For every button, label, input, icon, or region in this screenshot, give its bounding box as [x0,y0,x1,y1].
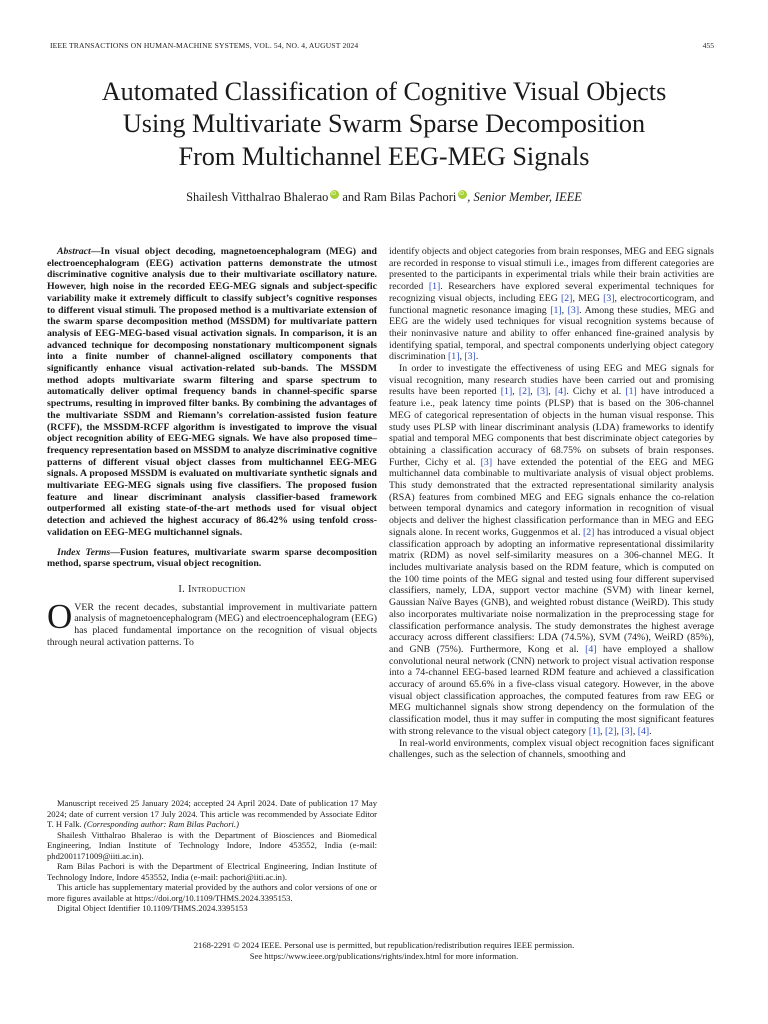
citation-link[interactable]: [4] [585,643,597,655]
citation-link[interactable]: [1] [448,351,460,363]
intro-paragraph [47,596,377,649]
body-text: . [475,351,479,363]
body-text: , [600,725,606,737]
copyright-notice [0,940,768,962]
citation-link[interactable]: [3] [603,292,615,304]
intro-text: VER the recent decades, substantial improvement in multivariate pattern analysis of magnetoencephalogram (MEG) and electroencephalogram (EEG) has placed fundamental importance on the recognition of visual objects through neural activation patterns. To [47,601,377,648]
page-number: 455 [702,41,714,50]
body-text: . Researchers have explored several experimental techniques for recognizing visual objects, including EEG [389,281,714,304]
footnote-affiliation: Shailesh Vitthalrao Bhalerao is with the Department of Biosciences and Biomedical Engineering, Indian Institute of Technology Indore, Indore 453552, India (e-mail: phd2001171009@iiti.ac.in). [47,829,377,861]
footnote-affiliation: Ram Bilas Pachori is with the Department of Electrical Engineering, Indian Institute of Technology Indore, Indore 453552, India (e-mail: pachori@iiti.ac.in). [47,861,377,882]
citation-link[interactable]: [1] [428,281,441,293]
corresponding-author: (Corresponding author: Ram Bilas Pachori.) [83,819,239,829]
author-title: , Senior Member, IEEE [467,190,582,204]
copyright-line: 2168-2291 © 2024 IEEE. Personal use is permitted, but republication/redistribution requires IEEE permission. [193,940,575,950]
body-text: have introduced a feature i.e., peak latency time points (PLSP) that is based on the 306-channel MEG of categorical representation of objects in the human visual response. This study uses PLSP with linear discriminant analysis (LDA) frameworks to identify spatial and temporal MEG components that best discriminate object categories by obtaining a classification accuracy of 68.75% on subsets of brain responses. Further, Cichy et al. [389,386,714,468]
citation-link[interactable]: [3] [621,725,633,737]
body-paragraph [389,363,714,738]
body-text: , [530,386,537,398]
body-text: have employed a shallow convolutional neural network (CNN) network to project visual activation response into a 74-channel EEG-based learned RDM feature and achieved a classification accuracy of around 65.6% in a five-class visual category. However, in the above visual object classification approaches, the computed features from raw EEG or MEG multichannel signals show strong dependency on the formulation of the classification model, thus it may suffer in computing the most significant features with strong relevance to the visual object category [389,643,715,737]
body-text: , [512,386,519,398]
citation-link[interactable]: [1] [625,386,637,398]
body-paragraph: In real-world environments, complex visual object recognition faces significant challenges, such as the selection of channels, smoothing and [389,737,714,761]
author-name: Shailesh Vitthalrao Bhalerao [186,190,329,204]
author-name: Ram Bilas Pachori [363,190,457,204]
abstract [47,246,377,539]
body-text: . Among these studies, MEG and EEG are the widely used techniques for visual recognition systems because of their noninvasive nature and ability to offer enhanced fine-grained analysis by identifying spatial, temporal, and spectral components underlying object category discrimination [389,304,714,363]
body-text: In order to investigate the effectiveness of using EEG and MEG signals for visual recognition, many research studies have been carried out and promising results have been reported [389,363,714,398]
author-list [0,190,768,205]
citation-link[interactable]: [1] [500,386,513,398]
body-text: have extended the potential of the EEG and MEG multichannel data combinable to multivariate analysis of visual object problems. This study demonstrated that the extracted representational similarity analysis (RSA) features from combined MEG and EEG signals enhance the co-relation between temporal dynamics and category information in recognition of visual objects and deliver the highest classification performance than in MEG and EEG signals alone. In recent works, Guggenmos et al. [389,456,715,538]
citation-link[interactable]: [2] [561,292,573,304]
body-text: , [561,304,568,316]
footnotes [47,798,377,914]
citation-link[interactable]: [2] [605,725,617,737]
index-terms-text: —Fusion features, multivariate swarm sparse decomposition method, sparse spectrum, visual object recognition. [47,546,377,570]
citation-link[interactable]: [3] [567,304,580,316]
body-text: identify objects and object categories from brain responses, MEG and EEG signals are recorded in response to visual stimuli i.e., images from different categories are presented to the participants in experimental trials while their brain activities are recorded [389,246,714,293]
title-line: From Multichannel EEG-MEG Signals [178,141,590,171]
drop-cap: O [47,596,73,636]
footnote-received: Manuscript received 25 January 2024; accepted 24 April 2024. Date of publication 17 May 2024; date of current version 17 July 2024. This article was recommended by Associate Editor T. H Falk. (Corresponding author: Ram Bilas Pachori.) [47,798,377,829]
citation-link[interactable]: [3] [480,456,493,468]
title-line: Automated Classification of Cognitive Visual Objects [101,77,667,106]
citation-link[interactable]: [4] [637,725,650,737]
abstract-text: —In visual object decoding, magnetoencephalogram (MEG) and electroencephalogram (EEG) activation patterns demonstrate the utmost discriminative cognitive analysis due to their multivariate oscillatory nature. However, high noise in the recorded EEG-MEG signals and subject-specific variability make it extremely difficult to classify subject’s cognitive responses to different visual stimuli. The proposed method is a multivariate extension of the swarm sparse decomposition method (MSSDM) for multivariate pattern analysis of EEG-MEG-based visual activation signals. In comparison, it is an advanced technique for decomposing nonstationary multicomponent signals into a finite number of channel-aligned oscillatory components that significantly enhance visual activation-related sub-bands. The MSSDM method adopts multivariate swarm filtering and sparse spectrum to automatically deliver optimal frequency bands in channel-specific sparse spectrums, resulting in improved filter banks. By combining the advantages of the multivariate SSDM and Riemann’s correlation-assisted fusion feature (RCFF), the MSSDM-RCFF algorithm is investigated to improve the visual object recognition ability of EEG-MEG signals. We have also proposed time–frequency representation based on MSSDM to analyze discriminative cognitive patterns of different visual object classes from multichannel EEG-MEG signals. A proposed MSSDM is evaluated on multivariate synthetic signals and multivariate EEG-MEG signals using five classifiers. The proposed fusion feature and linear discriminant analysis classifier-based framework outperformed all existing state-of-the-art methods used for visual object detection and achieved the highest accuracy of 86.42% using tenfold cross-validation on EEG-MEG multichannel signals. [47,246,377,538]
citation-link[interactable]: [2] [582,526,595,538]
title-line: Using Multivariate Swarm Sparse Decomposition [122,109,646,139]
citation-link[interactable]: [1] [550,304,562,316]
citation-link[interactable]: [3] [536,386,549,398]
orcid-icon[interactable] [330,190,339,199]
body-text: , MEG [572,292,604,304]
body-paragraph [389,246,714,363]
index-terms [47,547,377,570]
orcid-icon[interactable] [458,190,467,199]
citation-link[interactable]: [4] [554,386,567,398]
footnote-doi: Digital Object Identifier 10.1109/THMS.2024.3395153 [57,903,248,913]
citation-link[interactable]: [1] [588,725,601,737]
body-text: , electrocorticogram, and functional magnetic resonance imaging [389,292,715,316]
copyright-line: See https://www.ieee.org/publications/rights/index.html for more information. [249,951,519,961]
abstract-lead: Abstract [57,246,91,257]
left-column [47,246,377,649]
journal-header: IEEE TRANSACTIONS ON HUMAN-MACHINE SYSTEMS, VOL. 54, NO. 4, AUGUST 2024 [50,41,359,50]
body-text: , [616,725,622,737]
body-text: has introduced a visual object classification approach by adopting an informative representational dissimilarity matrix (RDM) as novel self-similarity measures on a 306-channel MEG. It includes multivariate analysis based on the RDM feature, which is computed on the 100 time points of the MEG signal and tested using four different supervised classifiers, namely, LDA, support vector machine (SVM) with linear kernel, Gaussian Naïve Bayes (GNB), and weighted robust distance (WeiRD). This study also incorporates multivariate noise normalization in the preprocessing stage for classification performance analysis. The study demonstrates the highest average accuracy across different classifiers: LDA (74.5%), SVM (74%), WeiRD (85%), and GNB (75%). Furthermore, Kong et al. [389,526,714,655]
citation-link[interactable]: [3] [464,351,476,363]
paper-title [30,76,738,173]
body-text: , [548,386,555,398]
body-text: , [459,351,465,363]
author-separator: and [342,190,361,204]
body-text: . Cichy et al. [566,386,626,398]
index-terms-lead: Index Terms [57,546,111,558]
body-text: . [649,725,652,737]
footnote-supplementary: This article has supplementary material provided by the authors and color versions of one or more figures available at https://doi.org/10.1109/THMS.2024.3395153. [47,882,377,903]
body-text: , [632,725,638,737]
right-column [389,246,714,761]
citation-link[interactable]: [2] [518,386,531,398]
section-heading: I. Introduction [178,583,246,595]
